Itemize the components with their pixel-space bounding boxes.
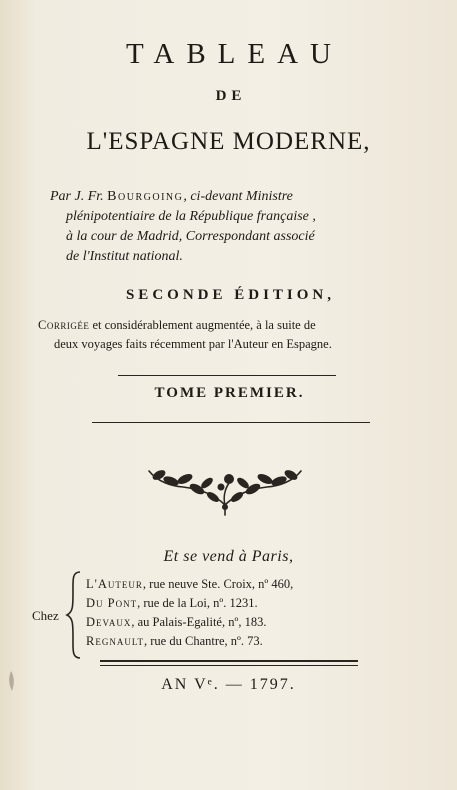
author-prefix: Par J. Fr. <box>50 189 108 204</box>
author-line <box>50 187 430 207</box>
author-block <box>50 187 430 267</box>
rule-double-bottom <box>100 665 358 666</box>
seller-address: , rue du Chantre, nº. 73. <box>144 634 263 648</box>
seller-address: , rue neuve Ste. Croix, nº 460, <box>142 577 294 591</box>
title-de: DE <box>215 88 247 104</box>
author-line: de l'Institut national. <box>66 249 183 264</box>
title-tableau: TABLEAU <box>126 38 343 70</box>
seller-entry <box>86 632 293 651</box>
seller-name: Devaux <box>86 615 132 629</box>
corrections-rest: et considérablement augmentée, à la suite de <box>89 318 316 332</box>
imprint-year: AN Vᵉ. — 1797. <box>161 676 296 693</box>
author-title: , ci-devant Ministre <box>183 189 293 204</box>
title-espagne-moderne: L'ESPAGNE MODERNE, <box>86 128 371 155</box>
seller-entry <box>86 613 293 632</box>
seller-entry <box>86 575 293 594</box>
corrections-line <box>38 316 438 335</box>
sale-notice: Et se vend à Paris, <box>163 548 294 565</box>
author-line: plénipotentiaire de la République française , <box>66 209 316 224</box>
rule-double-top <box>100 660 358 662</box>
seller-name: Regnault <box>86 634 145 648</box>
corrections-line: deux voyages faits récemment par l'Auteur en Espagne. <box>54 337 332 351</box>
seller-name: Du Pont <box>86 596 138 610</box>
rule-bottom <box>92 422 370 423</box>
seller-name: L'Auteur <box>86 577 143 591</box>
sellers-list <box>86 575 293 651</box>
author-line: à la cour de Madrid, Correspondant associé <box>66 229 315 244</box>
corrections-lead: Corrigée <box>38 318 90 332</box>
seller-entry <box>86 594 293 613</box>
chez-label: Chez <box>32 608 59 623</box>
page-stain <box>6 670 18 692</box>
curly-brace <box>64 570 84 660</box>
edition: SECONDE ÉDITION, <box>125 287 336 303</box>
seller-address: , rue de la Loi, nº. 1231. <box>137 596 258 610</box>
rule-top <box>118 375 336 376</box>
author-name: Bourgoing <box>107 189 184 204</box>
floral-ornament <box>145 457 305 517</box>
corrections-note <box>38 316 438 354</box>
seller-address: , au Palais-Egalité, nº, 183. <box>131 615 267 629</box>
tome: TOME PREMIER. <box>154 385 305 401</box>
